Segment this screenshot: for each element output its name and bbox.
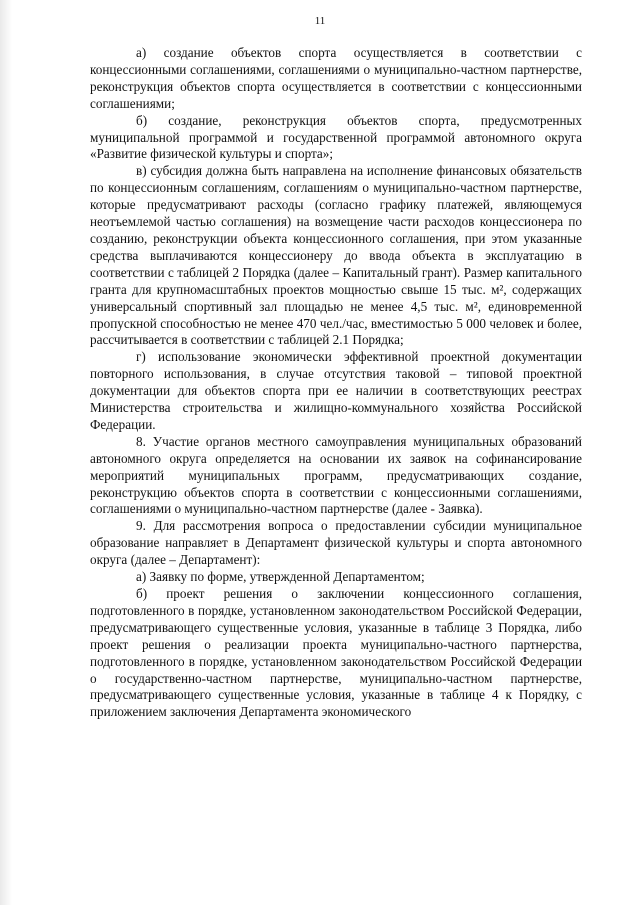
paragraph-item-b-programs: б) создание, реконструкция объектов спорта, предусмотренных муниципальной программой и государственной программой автономного округа «Развитие физической культуры и спорта»; (90, 112, 582, 162)
paragraph-item-g-documentation: г) использование экономически эффективной проектной документации повторного использования, в случае отсутствия таковой – типовой проектной документации для объектов спорта при ее наличии в соответствующих реестрах Министерства строительства и жилищно-коммунального хозяйства Российской Федерации. (90, 349, 582, 432)
paragraph-item-v-subsidy: в) субсидия должна быть направлена на исполнение финансовых обязательств по концессионным соглашениям, соглашениям о муниципально-частном партнерстве, которые предусматривают расходы (согласно графику платежей, являющемуся неотъемлемой частью соглашения) на возмещение части расходов концессионера по созданию, реконструкции объекта концессионного соглашения, при этом указанные средства выплачиваются концессионеру до ввода объекта в эксплуатацию в соответствии с таблицей 2 Порядка (далее – Капитальный грант). Размер капитального гранта для крупномасштабных проектов мощностью свыше 15 тыс. м², содержащих универсальный спортивный зал площадью не менее 4,5 тыс. м², единовременной пропускной способностью не менее 470 чел./час, вместимостью 5 000 человек и более, рассчитывается в соответствии с таблицей 2.1 Порядка; (90, 163, 582, 348)
page-left-edge-shadow (0, 0, 12, 905)
paragraph-clause-8: 8. Участие органов местного самоуправления муниципальных образований автономного округа определяется на основании их заявок на софинансирование мероприятий муниципальных программ, предусматривающих создание, реконструкцию объектов спорта в соответствии с концессионными соглашениями, соглашениями о муниципально-частном партнерстве (далее - Заявка). (90, 433, 582, 517)
document-body (90, 45, 582, 721)
paragraph-clause-9-item-b: б) проект решения о заключении концессионного соглашения, подготовленного в порядке, установленном законодательством Российской Федерации, предусматривающего существенные условия, указанные в таблице 3 Порядка, либо проект решения о реализации проекта муниципально-частного партнерства, подготовленного в порядке, установленном законодательством Российской Федерации о государственно-частном партнерстве, муниципально-частном партнерстве, предусматривающего существенные условия, указанные в таблице 4 к Порядку, с приложением заключения Департамента экономического (90, 586, 582, 720)
paragraph-clause-9-item-a: а) Заявку по форме, утвержденной Департаментом; (136, 569, 425, 585)
paragraph-item-a-creation: а) создание объектов спорта осуществляется в соответствии с концессионными соглашениями, соглашениями о муниципально-частном партнерстве, реконструкция объектов спорта осуществляется в соответствии с концессионными соглашениями; (90, 45, 582, 111)
page-number: 11 (314, 15, 326, 27)
paragraph-clause-9: 9. Для рассмотрения вопроса о предоставлении субсидии муниципальное образование направляет в Департамент физической культуры и спорта автономного округа (далее – Департамент): (90, 518, 582, 568)
